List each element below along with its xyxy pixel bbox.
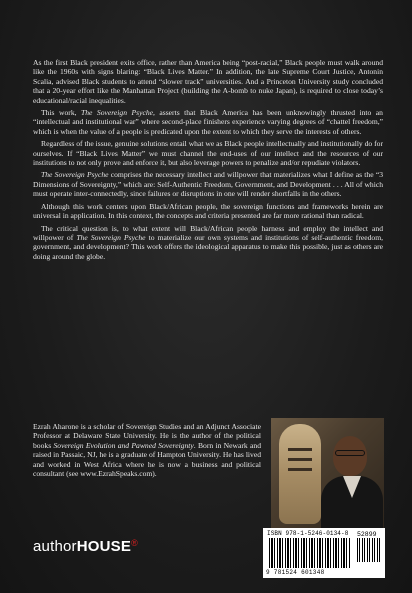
african-mask-art <box>279 424 321 524</box>
blurb-text <box>33 58 383 264</box>
blurb-paragraph-1: As the first Black president exits office, rather than America being “post-racial,” Black people must walk around like the 1960s with signs blaring: “Black Lives Matter.” In addition, the late Supreme Court Justice, Antonin Scalia, advised Black students to attend “slower track” universities. And a Princeton University study concluded that a 20-year effort like the Manhattan Project (building the A-bomb to nuke Japan), is required to close today’s educational/racial inequalities. <box>33 58 383 105</box>
blurb-paragraph-2: This work, The Sovereign Psyche, asserts that Black America has been unknowingly thrusted into an “intellectual and institutional war” where second-place finishers experience varying degrees of “chattel freedom,” which is when the value of a people is predicated upon the extent to which they serve the interests of others. <box>33 108 383 136</box>
isbn-label: ISBN 978-1-5246-0134-8 <box>267 530 349 537</box>
author-bio <box>33 422 261 478</box>
publisher-logo-house: HOUSE <box>76 538 132 555</box>
author-photo <box>271 418 384 528</box>
publisher-logo-author: author <box>33 538 77 555</box>
blurb-paragraph-4: The Sovereign Psyche comprises the necessary intellect and willpower that materializes what I define as the “3 Dimensions of Sovereignty,” which are: Self-Authentic Freedom, Government, and Development . . . All of which must operate inter-connectedly, since failures or disruptions in one will render shortfalls in the others. <box>33 170 383 199</box>
blurb-paragraph-6: The critical question is, to what extent will Black/African people harness and employ the intellect and willpower of The Sovereign Psyche to materialize our own systems and institutions of self-authentic freedom, government, and development? This work offers the ideological apparatus to make this possible, just as others are doing around the globe. <box>33 223 383 261</box>
blurb-paragraph-5: Although this work centers upon Black/African people, the sovereign functions and frameworks herein are universal in application. In this context, the concepts and criteria presented are far more rational than radical. <box>33 201 383 221</box>
author-bio-text: Ezrah Aharone is a scholar of Sovereign Studies and an Adjunct Associate Professor at Delaware State University. He is the author of the political books Sovereign Evolution and Pawned Sovereignty. Born in Newark and raised in Passaic, NJ, he is a graduate of Hampton University. He has lived and worked in West Africa where he is now a business and political consultant (see www.EzrahSpeaks.com). <box>33 422 261 479</box>
publisher-logo <box>33 538 138 555</box>
author-figure-head <box>333 436 367 476</box>
price-code: 52899 <box>357 531 377 538</box>
barcode-panel <box>263 528 385 578</box>
ean-digits: 9 781524 601348 <box>266 569 325 576</box>
ean-barcode <box>269 538 351 568</box>
price-barcode <box>357 538 381 562</box>
blurb-paragraph-3: Regardless of the issue, genuine solutions entail what we as Black people intellectually and institutionally do for ourselves. If “Black Lives Matter” we must channel the end-uses of our intellect and the resources of our institutions to not only prove and enforce it, but also leverage powers to penalize and/or repudiate violators. <box>33 139 383 168</box>
author-figure-glasses <box>335 450 365 456</box>
registered-mark: ® <box>131 538 138 548</box>
